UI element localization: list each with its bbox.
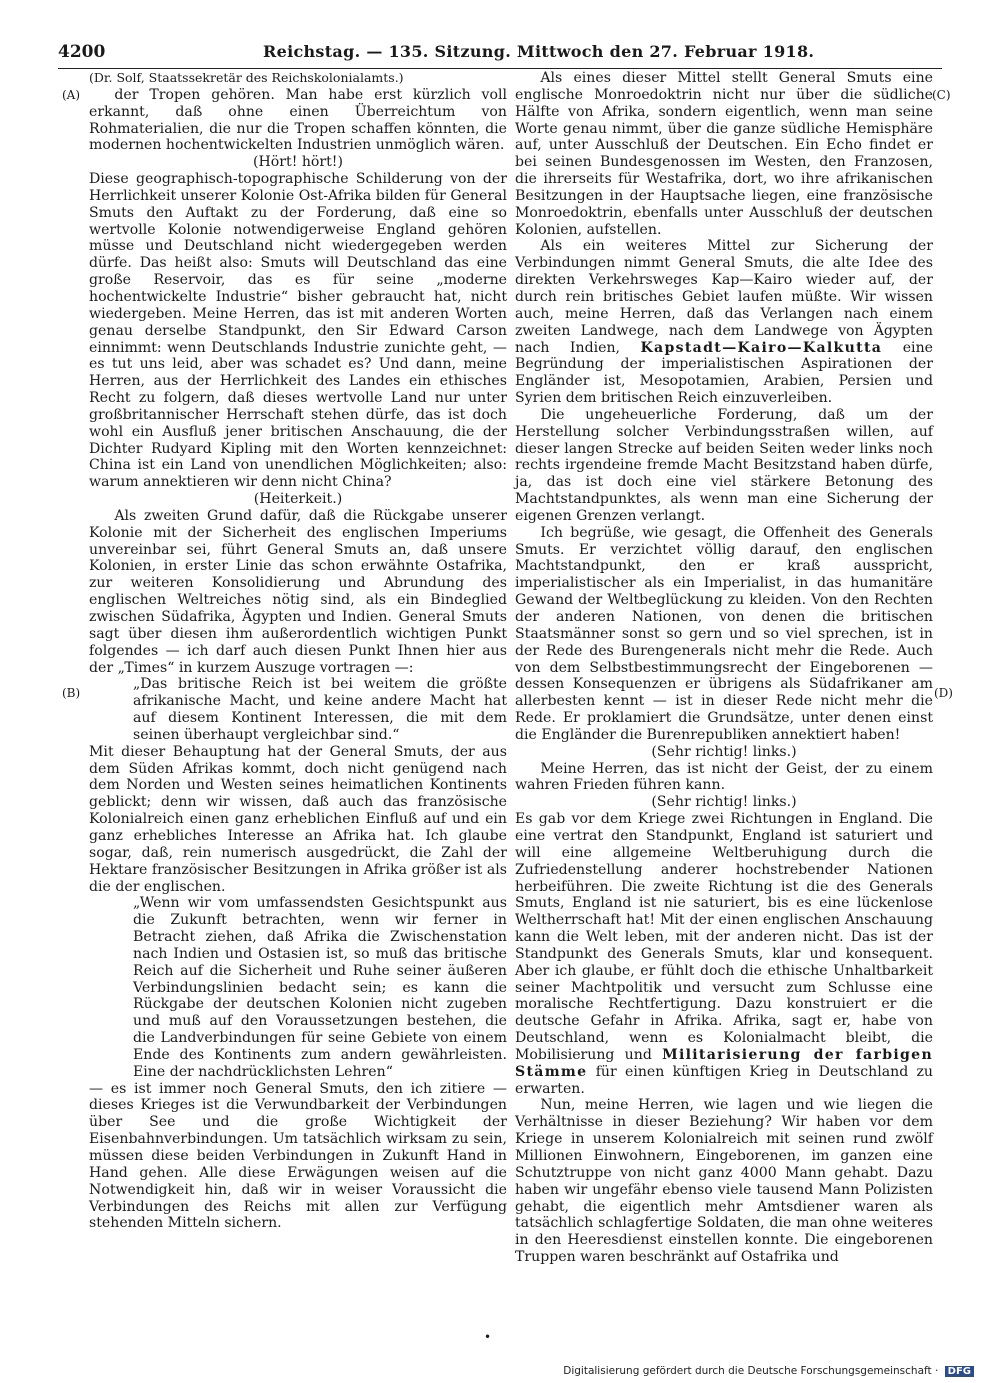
margin-marker-a: (A) [62,88,81,102]
margin-marker-b: (B) [62,686,81,700]
page-header [58,42,942,69]
paragraph: Nun, meine Herren, wie lagen und wie liegen die Verhältnisse in dieser Beziehung? Wir haben vor dem Kriege in unserem Kolonialreich mit seinen rund zwölf Millionen Einwohnern, Eingeborenen, im ganzen eine Schutztruppe von nicht ganz 4000 Mann gehabt. Dazu haben wir ungefähr ebenso viele tausend Mann Polizisten gehabt, die eigentlich mehr Amtsdiener waren als tatsächlich schlagfertige Soldaten, die man ohne weiteres in den Heeresdienst einstellen konnte. Die eingeborenen Truppen waren beschränkt auf Ostafrika und [515,1097,933,1266]
right-column [515,70,933,1266]
stray-mark: • [484,1330,492,1344]
speaker-attribution: (Dr. Solf, Staatssekretär des Reichskolonialamts.) [89,70,404,85]
paragraph: Als zweiten Grund dafür, daß die Rückgabe unserer Kolonie mit der Sicherheit des englischen Imperiums unvereinbar sei, führt General Smuts an, daß unsere Kolonien, in erster Linie das schon erwähnte Ostafrika, zur weiteren Konsolidierung und Abrundung des englischen Weltreiches nötig sind, als ein Bindeglied zwischen Südafrika, Ägypten und Indien. General Smuts sagt über diesen ihm außerordentlich wichtigen Punkt folgendes — ich darf auch diesen Punkt Ihnen hier aus der „Times“ in kurzem Auszuge vortragen —: [89,507,507,676]
interjection: (Sehr richtig! links.) [651,743,797,760]
paragraph [515,811,933,1097]
paragraph [515,238,933,406]
paragraph: der Tropen gehören. Man habe erst kürzlich voll erkannt, daß ohne einen Überreichtum von Rohmaterialien, die nur die Tropen schaffen könnten, die modernen hochentwickelten Industrien unmöglich wären. [89,86,507,154]
paragraph: Mit dieser Behauptung hat der General Smuts, der aus dem Süden Afrikas kommt, doch nicht genügend nach dem Norden und Westen seines heimatlichen Kontinents geblickt; denn wir wissen, daß auch das französische Kolonialreich einen ganz erheblichen Einfluß auf und ein ganz erhebliches Interesse an Afrika hat. Ich glaube sogar, daß, rein numerisch ausgedrückt, die Zahl der Hektare französischer Besitzungen in Afrika größer ist als die der englischen. [89,743,507,895]
paragraph: Diese geographisch-topographische Schilderung von der Herrlichkeit unserer Kolonie Ost-Afrika bilden für General Smuts den Auftakt zu der Forderung, daß eine so wertvolle Kolonie notwendigerweise England gehören müsse und Deutschland nicht wiedergegeben werden dürfe. Das heißt also: Smuts will Deutschland das eine große Reservoir, das es für seine „moderne hochentwickelte Industrie“ bisher gebraucht hat, nicht wiedergeben. Meine Herren, das ist mit anderen Worten genau derselbe Standpunkt, den Sir Edward Carson einnimmt: wenn Deutschlands Industrie zunichte geht, — es tut uns leid, aber was schadet es? Und dann, meine Herren, aus der Herrlichkeit des Landes ein ethisches Recht zu folgern, daß dieses wertvolle Land nur unter großbritannischer Herrschaft stehen dürfe, das ist doch wohl ein Ausfluß jener britischen Anschauung, die der Dichter Rudyard Kipling mit den Worten kennzeichnet: China ist ein Land von unendlichen Möglichkeiten; also: warum annektieren wir denn nicht China? [89,171,507,491]
margin-marker-d: (D) [934,686,953,700]
paragraph-text: für einen künftigen Krieg in Deutschland zu erwarten. [515,1063,934,1097]
running-title: Reichstag. — 135. Sitzung. Mittwoch den 27. Februar 1918. [263,42,815,61]
footer-credit [563,1365,974,1377]
interjection: (Sehr richtig! links.) [651,794,797,811]
emphasized-route: Kapstadt—Kairo—Kalkutta [640,339,883,356]
paragraph: Meine Herren, das ist nicht der Geist, der zu einem wahren Frieden führen kann. [515,760,933,794]
emphasized-phrase: Militarisierung der farbigen Stämme [515,1046,933,1080]
quotation-continued: — es ist immer noch General Smuts, den ich zitiere — dieses Krieges ist die Verwundbarkeit der Verbindungen über See und die große Wichtigkeit der Eisenbahnverbindungen. Um tatsächlich wirksam zu sein, müssen diese beiden Verbindungen in Zukunft Hand in Hand gehen. Alle diese Erwägungen weisen auf die Notwendigkeit hin, daß wir in weiser Voraussicht die Verbindungen des Reichs mit allen zur Verfügung stehenden Mitteln sichern. [89,1080,507,1232]
paragraph: Ich begrüße, wie gesagt, die Offenheit des Generals Smuts. Er verzichtet völlig darauf, den englischen Machtstandpunkt, den er kraß ausspricht, imperialistischer als ein Imperialist, in das humanitäre Gewand der Weltbeglückung zu kleiden. Von den Rechten der anderen Nationen, von denen die britischen Staatsmänner sonst so gern und so viel sprechen, ist in der Rede des Burengenerals nicht mehr die Rede. Auch von dem Selbstbestimmungsrecht der Eingeborenen — dessen Konsequenzen er übrigens als Südafrikaner am allerbesten kennt — ist in dieser Rede nicht mehr die Rede. Er proklamiert die Grundsätze, unter denen einst die Engländer die Burenrepubliken annektiert haben! [515,524,933,743]
paragraph: Als eines dieser Mittel stellt General Smuts eine englische Monroedoktrin nicht nur über die südliche Hälfte von Afrika, sondern eigentlich, wenn man seine Worte genau nimmt, über die ganze südliche Hemisphäre auf, unter Ausschluß der Deutschen. Ein Echo findet er bei seinen Bundesgenossen im Westen, den Franzosen, die ihrerseits für Westafrika, dort, wo ihre afrikanischen Besitzungen in der Hauptsache liegen, eine französische Monroedoktrin, ebenfalls unter Ausschluß der deutschen Kolonien, aufstellen. [515,70,933,238]
footer-text: Digitalisierung gefördert durch die Deutsche Forschungsgemeinschaft · [563,1365,939,1377]
dfg-logo: DFG [945,1366,974,1377]
paragraph: Die ungeheuerliche Forderung, daß um der Herstellung solcher Verbindungsstraßen willen, auf dieser langen Strecke auf beiden Seiten weder links noch rechts irgendeine fremde Macht Besitzstand haben dürfe, ja, das ist doch eine viel stärkere Betonung des Machtstandpunktes, als wenn man eine Sicherung der eigenen Grenzen verlangt. [515,406,933,524]
paragraph-text: eine Begründung der imperialistischen Aspirationen der Engländer ist, Mesopotamien, Arabien, Persien und Syrien dem britischen Reich einzuverleiben. [515,339,933,407]
margin-marker-c: (C) [932,88,951,102]
interjection: (Heiterkeit.) [253,491,343,508]
interjection: (Hört! hört!) [253,154,343,171]
quotation: „Wenn wir vom umfassendsten Gesichtspunkt aus die Zukunft betrachten, wenn wir ferner in Betracht ziehen, daß Afrika die Zwischenstation nach Indien und Ostasien ist, so muß das britische Reich auf die Sicherheit und Ruhe seiner äußeren Verbindungslinien bedacht sein; es kann die Rückgabe der deutschen Kolonien nicht zugeben und muß auf den Voraussetzungen bestehen, die die Landverbindungen für seine Gebiete von einem Ende des Kontinents zum andern gewährleisten. Eine der nachdrücklichsten Lehren“ [133,895,507,1080]
page-number: 4200 [58,42,106,62]
paragraph-text: Es gab vor dem Kriege zwei Richtungen in England. Die eine vertrat den Standpunkt, England ist saturiert und will eine allgemeine Weltberuhigung durch die Zufriedenstellung anderer hochstrebender Nationen herbeiführen. Die zweite Richtung ist die des Generals Smuts, England ist nie saturiert, bis es eine lückenlose Weltherrschaft hat! Mit der einen englischen Anschauung kann die Welt leben, mit der anderen nicht. Das ist der Standpunkt des Generals Smuts, klar und konsequent. Aber ich glaube, er fühlt doch die ethische Unhaltbarkeit seiner Machtpolitik und versucht zum Schlusse eine moralische Rechtfertigung. Dazu konstruiert er die deutsche Gefahr in Afrika. Afrika, sagt er, habe von Deutschland, wenn es Kolonialmacht bleibt, die Mobilisierung und [515,811,933,1063]
left-column [89,70,507,1232]
paragraph-text: Als ein weiteres Mittel zur Sicherung der Verbindungen nimmt General Smuts, die alte Idee des direkten Verkehrsweges Kap—Kairo wieder auf, der durch rein britisches Gebiet laufen müßte. Wir wissen auch, meine Herren, daß das Verlangen nach einem zweiten Landwege, nach dem Landwege von Ägypten nach Indien, [515,238,933,356]
quotation: „Das britische Reich ist bei weitem die größte afrikanische Macht, und keine andere Macht hat auf diesem Kontinent Interessen, die mit dem seinen überhaupt vergleichbar sind.“ [133,676,507,743]
